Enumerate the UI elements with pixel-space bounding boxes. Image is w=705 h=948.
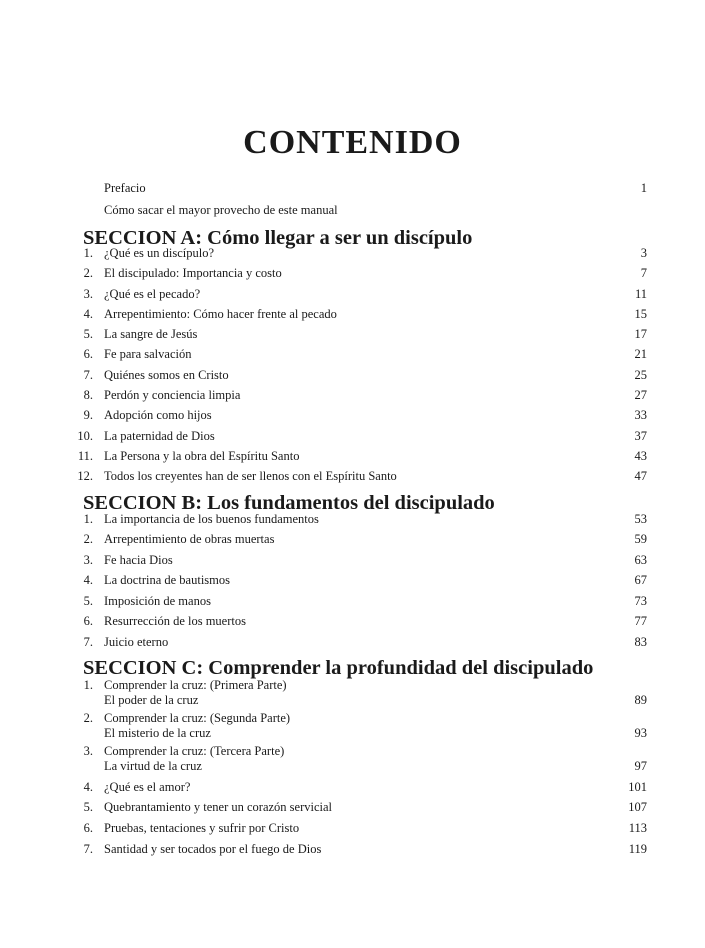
toc-entry-label: Todos los creyentes han de ser llenos con el Espíritu Santo	[104, 469, 397, 483]
section-heading-a: SECCION A: Cómo llegar a ser un discípulo	[83, 227, 473, 249]
toc-entry-label: Adopción como hijos	[104, 408, 212, 422]
toc-entry-number: 7.	[83, 635, 93, 649]
toc-entry-number: 1.	[83, 678, 93, 692]
toc-entry-page: 47	[634, 469, 647, 483]
toc-entry-page: 101	[628, 780, 647, 794]
toc-entry-label: Fe hacia Dios	[104, 553, 173, 567]
toc-entry-page: 67	[634, 573, 647, 587]
toc-entry-label-line1: Comprender la cruz: (Tercera Parte)	[104, 744, 285, 758]
toc-entry-label: El discipulado: Importancia y costo	[104, 266, 282, 280]
toc-entry-page: 15	[634, 307, 647, 321]
toc-entry-label-line2: La virtud de la cruz	[104, 759, 202, 773]
toc-entry-page: 93	[634, 726, 647, 740]
toc-entry-label: Arrepentimiento de obras muertas	[104, 532, 275, 546]
toc-entry-label	[104, 744, 284, 774]
toc-entry-number: 3.	[83, 744, 93, 758]
toc-entry-page: 33	[634, 408, 647, 422]
page-title: CONTENIDO	[243, 124, 462, 161]
toc-entry-label: La sangre de Jesús	[104, 327, 198, 341]
toc-entry-label: Prefacio	[104, 181, 146, 195]
toc-entry-number: 10.	[77, 429, 93, 443]
toc-entry-number: 12.	[77, 469, 93, 483]
toc-entry-number: 9.	[83, 408, 93, 422]
toc-entry-label: Santidad y ser tocados por el fuego de Dios	[104, 842, 322, 856]
toc-entry-number: 6.	[83, 347, 93, 361]
toc-entry-number: 2.	[83, 266, 93, 280]
toc-entry-number: 7.	[83, 842, 93, 856]
toc-entry-label: ¿Qué es el pecado?	[104, 287, 201, 301]
toc-entry-page: 89	[634, 693, 647, 707]
toc-entry-page: 1	[640, 181, 647, 195]
toc-entry-page: 17	[634, 327, 647, 341]
toc-entry-number: 6.	[83, 614, 93, 628]
toc-entry-label: La doctrina de bautismos	[104, 573, 231, 587]
toc-entry-label: La importancia de los buenos fundamentos	[104, 512, 319, 526]
toc-entry-label: La paternidad de Dios	[104, 429, 215, 443]
toc-entry-label	[104, 711, 290, 741]
toc-entry-page: 25	[634, 368, 647, 382]
toc-entry-label-line2: El poder de la cruz	[104, 693, 199, 707]
toc-entry-label: Fe para salvación	[104, 347, 192, 361]
toc-entry-label: Cómo sacar el mayor provecho de este manual	[104, 203, 338, 217]
toc-entry-page: 77	[634, 614, 647, 628]
toc-entry-number: 6.	[83, 821, 93, 835]
toc-entry-label: Arrepentimiento: Cómo hacer frente al pecado	[104, 307, 337, 321]
toc-entry-label: ¿Qué es un discípulo?	[104, 246, 215, 260]
toc-entry-label: La Persona y la obra del Espíritu Santo	[104, 449, 300, 463]
toc-entry-label-line2: El misterio de la cruz	[104, 726, 211, 740]
toc-entry-page: 53	[634, 512, 647, 526]
toc-entry-label: Quebrantamiento y tener un corazón servicial	[104, 800, 333, 814]
toc-entry-number: 4.	[83, 307, 93, 321]
toc-entry-number: 4.	[83, 780, 93, 794]
toc-entry-number: 2.	[83, 711, 93, 725]
toc-entry-page: 113	[628, 821, 647, 835]
toc-entry-label: ¿Qué es el amor?	[104, 780, 191, 794]
toc-entry-page: 11	[634, 287, 647, 301]
toc-entry-page: 83	[634, 635, 647, 649]
toc-entry-number: 8.	[83, 388, 93, 402]
toc-entry-label: Juicio eterno	[104, 635, 169, 649]
toc-entry-number: 3.	[83, 553, 93, 567]
toc-entry-page: 107	[628, 800, 647, 814]
toc-entry-number: 4.	[83, 573, 93, 587]
section-heading-c: SECCION C: Comprender la profundidad del discipulado	[83, 657, 594, 679]
toc-entry-label	[104, 678, 287, 708]
toc-entry-number: 7.	[83, 368, 93, 382]
toc-entry-page: 97	[634, 759, 647, 773]
toc-entry-number: 5.	[83, 594, 93, 608]
toc-entry-number: 1.	[83, 246, 93, 260]
toc-entry-number: 5.	[83, 800, 93, 814]
toc-entry-label: Quiénes somos en Cristo	[104, 368, 229, 382]
toc-entry-label-line1: Comprender la cruz: (Segunda Parte)	[104, 711, 291, 725]
toc-entry-label: Pruebas, tentaciones y sufrir por Cristo	[104, 821, 300, 835]
toc-entry-page: 119	[628, 842, 647, 856]
toc-entry-page: 7	[640, 266, 647, 280]
toc-entry-page: 37	[634, 429, 647, 443]
toc-entry-page: 59	[634, 532, 647, 546]
section-heading-b: SECCION B: Los fundamentos del discipulado	[83, 492, 495, 514]
toc-entry-number: 5.	[83, 327, 93, 341]
toc-entry-label: Perdón y conciencia limpia	[104, 388, 241, 402]
toc-entry-label: Resurrección de los muertos	[104, 614, 246, 628]
toc-entry-page: 3	[640, 246, 647, 260]
toc-entry-label: Imposición de manos	[104, 594, 211, 608]
toc-entry-page: 63	[634, 553, 647, 567]
toc-entry-number: 1.	[83, 512, 93, 526]
toc-entry-label-line1: Comprender la cruz: (Primera Parte)	[104, 678, 287, 692]
toc-entry-page: 21	[634, 347, 647, 361]
toc-entry-number: 11.	[77, 449, 93, 463]
toc-entry-page: 43	[634, 449, 647, 463]
toc-entry-number: 3.	[83, 287, 93, 301]
toc-entry-page: 73	[634, 594, 647, 608]
toc-entry-page: 27	[634, 388, 647, 402]
toc-entry-number: 2.	[83, 532, 93, 546]
